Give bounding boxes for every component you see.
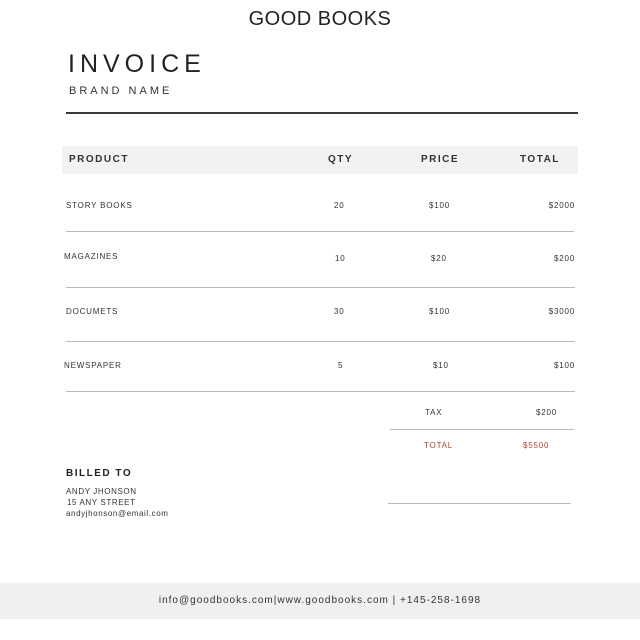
row-divider xyxy=(66,287,575,288)
qty-cell: 5 xyxy=(338,361,344,370)
price-cell: $20 xyxy=(431,254,447,263)
header-divider xyxy=(66,112,578,114)
qty-cell: 10 xyxy=(335,254,346,263)
row-divider xyxy=(66,231,574,232)
row-divider xyxy=(66,391,575,392)
column-header-price: PRICE xyxy=(421,154,460,165)
total-cell: $2000 xyxy=(548,201,575,210)
billed-name: ANDY JHONSON xyxy=(66,487,137,496)
tax-label: TAX xyxy=(425,408,443,417)
company-name: GOOD BOOKS xyxy=(248,8,392,30)
qty-cell: 20 xyxy=(334,201,345,210)
billed-address: 15 ANY STREET xyxy=(67,498,136,507)
summary-divider xyxy=(390,429,574,430)
total-value: $5500 xyxy=(523,441,550,450)
footer-contact: info@goodbooks.com|www.goodbooks.com | +145-258-1698 xyxy=(158,595,482,606)
total-cell: $200 xyxy=(554,254,575,263)
column-header-qty: QTY xyxy=(328,154,354,165)
footer-bar xyxy=(0,583,640,619)
qty-cell: 30 xyxy=(334,307,345,316)
price-cell: $100 xyxy=(429,307,450,316)
price-cell: $10 xyxy=(433,361,449,370)
product-cell: NEWSPAPER xyxy=(64,361,122,370)
product-cell: MAGAZINES xyxy=(64,252,119,261)
total-cell: $3000 xyxy=(548,307,575,316)
column-header-total: TOTAL xyxy=(520,154,560,165)
product-cell: DOCUMETS xyxy=(66,307,119,316)
price-cell: $100 xyxy=(429,201,450,210)
column-header-product: PRODUCT xyxy=(69,154,129,165)
tax-value: $200 xyxy=(536,408,557,417)
invoice-title: INVOICE xyxy=(68,50,206,78)
total-cell: $100 xyxy=(554,361,575,370)
total-label: TOTAL xyxy=(424,441,454,450)
product-cell: STORY BOOKS xyxy=(66,201,133,210)
billed-to-heading: BILLED TO xyxy=(66,468,133,479)
billed-email: andyjhonson@email.com xyxy=(66,509,169,518)
row-divider xyxy=(66,341,575,342)
table-header xyxy=(62,146,578,174)
signature-line xyxy=(388,503,571,504)
brand-name: BRAND NAME xyxy=(69,85,173,97)
